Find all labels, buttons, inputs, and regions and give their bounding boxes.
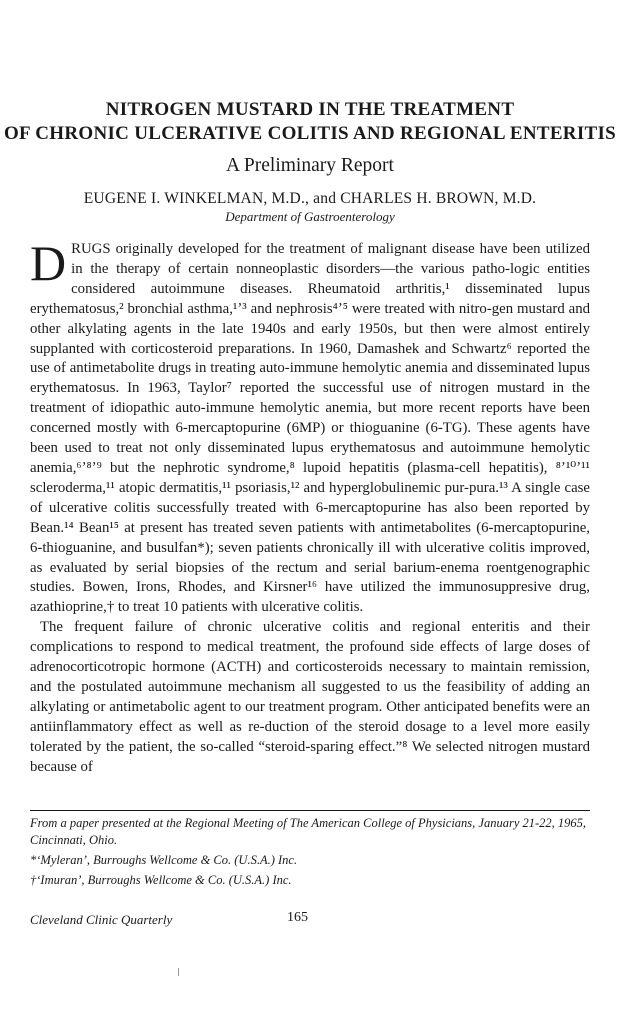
department-line: Department of Gastroenterology [225, 209, 395, 224]
article-body [30, 235, 590, 777]
footnotes [30, 815, 590, 892]
article-title-line-1: NITROGEN MUSTARD IN THE TREATMENT [105, 99, 515, 120]
paragraph-1-text: RUGS originally developed for the treatment of malignant disease have been utilized in the therapy of certain nonneoplastic disorders—the various patho-logic entities considered autoimmune diseases. Rheumatoid arthritis,¹ disseminated lupus erythematosus,² bronchial asthma,¹ʼ³ and nephrosis⁴ʼ⁵ were treated with nitro-gen mustard and other alkylating agents in the late 1940s and early 1950s, but then were almost entirely supplanted with corticosteroid preparations. In 1960, Damashek and Schwartz⁶ reported the use of antimetabolite drugs in treating auto-immune hemolytic anemia and disseminated lupus erythematosus. In 1963, Taylor⁷ reported the successful use of nitrogen mustard in the treatment of idiopathic auto-immune hemolytic anemia, but more recent reports have been concerned mostly with 6-mercaptopurine (6MP) or thioguanine (6-TG). These agents have been used to treat not only disseminated lupus erythematosus and autoimmune hemolytic anemia,⁶ʼ⁸ʼ⁹ but the nephrotic syndrome,⁸ lupoid hepatitis (plasma-cell hepatitis), ⁸ʼ¹⁰ʼ¹¹ scleroderma,¹¹ atopic dermatitis,¹¹ psoriasis,¹² and hyperglobulinemic pur-pura.¹³ A single case of ulcerative colitis successfully treated with 6-mercaptopurine has also been reported by Bean.¹⁴ Bean¹⁵ at present has treated seven patients with antimetabolites (6-mercaptopurine, 6-thioguanine, and busulfan*); seven patients chronically ill with ulcerative colitis improved, as evaluated by serial biopsies of the rectum and serial barium-enema roentgenographic studies. Bowen, Irons, Rhodes, and Kirsner¹⁶ have utilized the immunosuppresive drug, azathioprine,† to treat 10 patients with ulcerative colitis. [30, 241, 590, 616]
article-subtitle: A Preliminary Report [226, 155, 394, 176]
paragraph-1 [30, 235, 590, 618]
journal-name: Cleveland Clinic Quarterly [30, 912, 173, 927]
footnote-myleran: *‘Myleran’, Burroughs Wellcome & Co. (U.S.A.) Inc. [30, 853, 298, 867]
footnote-source: From a paper presented at the Regional Meeting of The American College of Physicians, January 21-22, 1965, Cincinnati, Ohio. [30, 816, 587, 847]
page-number: 165 [287, 910, 308, 925]
article-title-line-2: OF CHRONIC ULCERATIVE COLITIS AND REGIONAL ENTERITIS [3, 123, 617, 144]
author-line: EUGENE I. WINKELMAN, M.D., and CHARLES H. BROWN, M.D. [83, 190, 537, 207]
drop-cap: D [30, 235, 67, 291]
footnote-divider [30, 810, 590, 811]
footnote-imuran: †‘Imuran’, Burroughs Wellcome & Co. (U.S.A.) Inc. [30, 873, 292, 887]
paragraph-2: The frequent failure of chronic ulcerative colitis and regional enteritis and their complications to respond to medical treatment, the profound side effects of large doses of adrenocorticotropic hormone (ACTH) and corticosteroids necessary to maintain remission, and the postulated autoimmune mechanism all suggested to us the feasibility of adding an alkylating or antimetabolic agent to our treatment program. Other anticipated benefits were an antiinflammatory effect as well as re-duction of the steroid dosage to a level more easily tolerated by the patient, the so-called “steroid-sparing effect.”⁸ We selected nitrogen mustard because of [30, 619, 590, 775]
scan-mark [178, 968, 179, 976]
